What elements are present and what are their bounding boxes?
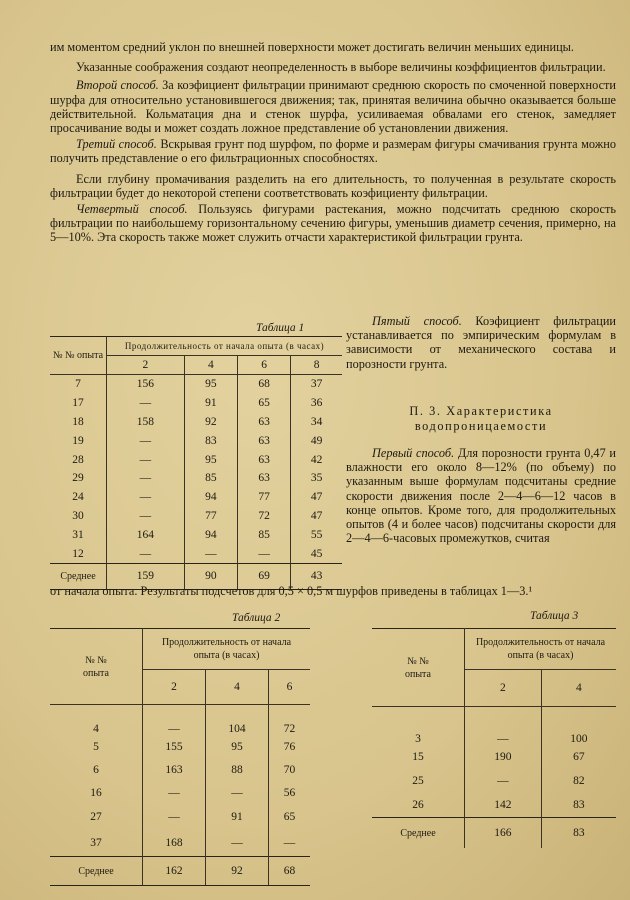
method-1-block — [346, 446, 616, 545]
paragraph-8 — [346, 446, 616, 545]
table-row: 18 158 92 63 34 — [50, 413, 342, 432]
paragraph-7 — [346, 314, 616, 371]
table-2 — [50, 628, 310, 886]
table-row: 12 — — — 45 — [50, 544, 342, 563]
method-4-heading: Четвертый способ. — [76, 202, 188, 217]
paragraph-4 — [50, 137, 616, 165]
section-title: П. 3. Характеристика водопроницаемости — [409, 404, 553, 433]
method-3-heading: Третий способ. — [76, 137, 157, 152]
table3-group-header: Продолжительность от начала опыта (в часах) — [465, 629, 617, 670]
table-row: 17 — 91 65 36 — [50, 394, 342, 413]
table2-group-header: Продолжительность от начала опыта (в часах) — [143, 629, 311, 670]
table-row: 25 — 82 — [372, 769, 616, 793]
table-row: 4 — 104 72 — [50, 705, 310, 736]
table2-col-header: 4 — [206, 670, 269, 705]
table2-average-row: Среднее 162 92 68 — [50, 857, 310, 886]
method-1-text: Для порозности грунта 0,47 и влажности его около 8—12% (по объему) по указанным выше формулам подсчитаны средние скорости движения после 2—4—6—12 часов в конце опытов. Кроме того, для продолжительных опытов (4 и более часов) подсчитаны скорости для 2—4—6-часовых промежутков, считая — [346, 446, 616, 546]
table2-col-header: 6 — [269, 670, 310, 705]
table1-col0-header: № № опыта — [50, 337, 107, 375]
table3-col-header: 2 — [465, 670, 542, 707]
table1-caption: Таблица 1 — [256, 322, 305, 334]
paragraph-9: от начала опыта. Результаты подсчетов для 0,5 × 0,5 м шурфов приведены в таблицах 1—3.¹ — [50, 584, 533, 598]
table2-caption: Таблица 2 — [232, 612, 281, 624]
method-5-block — [346, 314, 616, 371]
method-5-text: Коэфициент фильтрации устанавливается по эмпирическим формулам в зависимости от механического состава и порозности грунта. — [346, 314, 616, 371]
table-row: 7 156 95 68 37 — [50, 375, 342, 394]
table-row: 16 — — 56 — [50, 781, 310, 804]
table3-col0-header: № № опыта — [372, 629, 465, 707]
table-row: 27 — 91 65 — [50, 804, 310, 830]
table-row: 31 164 94 85 55 — [50, 525, 342, 544]
table-row: 19 — 83 63 49 — [50, 431, 342, 450]
body-text-bottom — [50, 584, 616, 598]
table3-col-header: 4 — [541, 670, 616, 707]
table2-col-header: 2 — [143, 670, 206, 705]
paragraph-5: Если глубину промачивания разделить на его длительность, то полученная в результате скорость фильтрации будет до некоторой степени соответствовать коэфициенту фильтрации. — [50, 171, 616, 200]
paragraph-2: Указанные соображения создают неопределенность в выборе величины коэффициентов фильтрации. — [76, 60, 606, 75]
method-3-text: Вскрывая грунт под шурфом, по форме и размерам фигуры смачивания грунта можно получить представление о его фильтрационных способностях. — [50, 137, 616, 166]
table-row: 24 — 94 77 47 — [50, 488, 342, 507]
table-row: 26 142 83 — [372, 793, 616, 818]
method-1-heading: Первый способ. — [372, 446, 455, 460]
table-row: 28 — 95 63 42 — [50, 450, 342, 469]
table-row: 29 — 85 63 35 — [50, 469, 342, 488]
table-row: 6 163 88 70 — [50, 758, 310, 781]
table1-group-header: Продолжительность от начала опыта (в часах) — [107, 337, 343, 356]
table1-col-header: 2 — [107, 356, 185, 375]
table-row: 3 — 100 — [372, 707, 616, 746]
method-2-heading: Второй способ. — [76, 78, 159, 93]
table1-col-header: 4 — [184, 356, 237, 375]
method-4-text: Пользуясь фигурами растекания, можно подсчитать среднюю скорость фильтрации по наибольшему горизонтальному сечению фигуры, уменьшив диаметр сечения, примерно, на 5—10%. Эта скорость также может служить отчасти характеристикой фильтрации грунта. — [50, 202, 616, 245]
table2-col0-header: № № опыта — [50, 629, 143, 705]
table3-average-row: Среднее 166 83 — [372, 818, 616, 849]
table-row: 30 — 77 72 47 — [50, 507, 342, 526]
paragraph-6 — [50, 202, 616, 245]
table1-average-row: Среднее 159 90 69 43 — [50, 563, 342, 589]
table1-col-header: 8 — [291, 356, 342, 375]
paragraph-3 — [50, 78, 616, 135]
body-text-top — [50, 40, 616, 245]
table-3 — [372, 628, 616, 848]
method-2-text: За коэфициент фильтрации принимают среднюю скорость по смоченной поверхности шурфа для относительно установившегося движения; так, принятая величина обычно оказывается больше действительной. Кольматация дна и стенок шурфа, усиливаемая обвалами его стенок, замедляет просачивание воды и может создать ложное представление об установлении движения. — [50, 78, 616, 136]
table3-caption: Таблица 3 — [530, 610, 579, 622]
table-1 — [50, 336, 342, 590]
method-5-heading: Пятый способ. — [372, 314, 462, 328]
table-row: 15 190 67 — [372, 745, 616, 769]
paragraph-1: им моментом средний уклон по внешней поверхности может достигать величин меньших единицы. — [50, 40, 574, 54]
table1-col-header: 6 — [238, 356, 291, 375]
table-row: 5 155 95 76 — [50, 735, 310, 758]
table-row: 37 168 — — — [50, 830, 310, 857]
